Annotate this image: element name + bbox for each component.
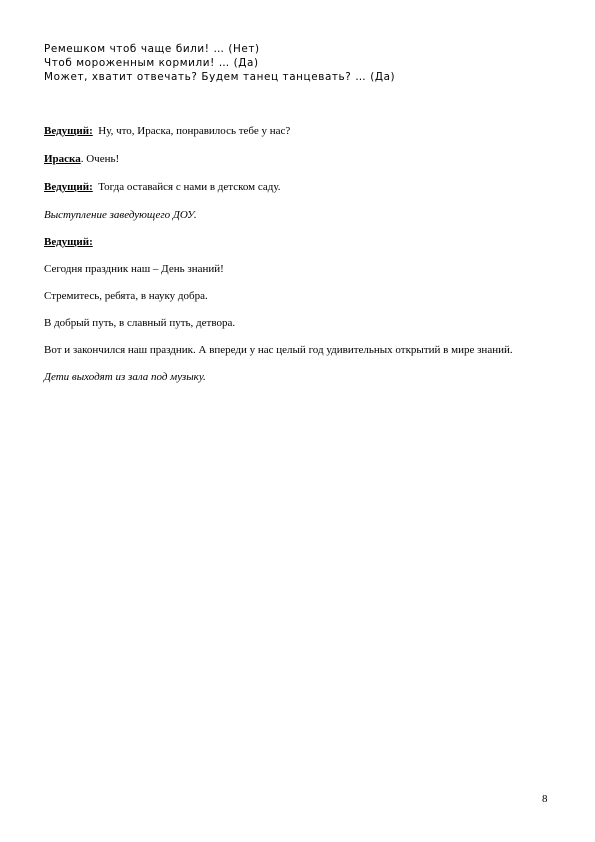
page-number: 8 [542,793,548,805]
stage-direction-1: Выступление заведующего ДОУ. [44,209,197,221]
poem-line-3: В добрый путь, в славный путь, детвора. [44,317,236,329]
dialogue-line-5 [44,235,564,249]
dialogue-line-2 [44,152,564,166]
line-text: . Очень! [80,153,120,165]
verse-line-2: Чтоб мороженным кормили! … (Да) [44,57,259,69]
line-text: Ну, что, Ираска, понравилось тебе у нас? [92,125,291,137]
stage-direction-2: Дети выходят из зала под музыку. [44,371,206,383]
verse-line-3: Может, хватит отвечать? Будем танец танцевать? … (Да) [44,71,396,83]
closing-line: Вот и закончился наш праздник. А впереди у нас целый год удивительных открытий в мире знаний. [44,344,513,356]
speaker-label: Ведущий: [44,236,93,248]
speaker-label: Ираска [44,153,81,165]
speaker-label: Ведущий: [44,181,93,193]
dialogue-line-3 [44,180,564,194]
poem-line-1: Сегодня праздник наш – День знаний! [44,263,224,275]
intro-verse [44,42,564,84]
line-text: Тогда оставайся с нами в детском саду. [92,181,281,193]
dialogue-line-1 [44,124,564,138]
poem-line-2: Стремитесь, ребята, в науку добра. [44,290,208,302]
verse-line-1: Ремешком чтоб чаще били! … (Нет) [44,43,260,55]
speaker-label: Ведущий: [44,125,93,137]
